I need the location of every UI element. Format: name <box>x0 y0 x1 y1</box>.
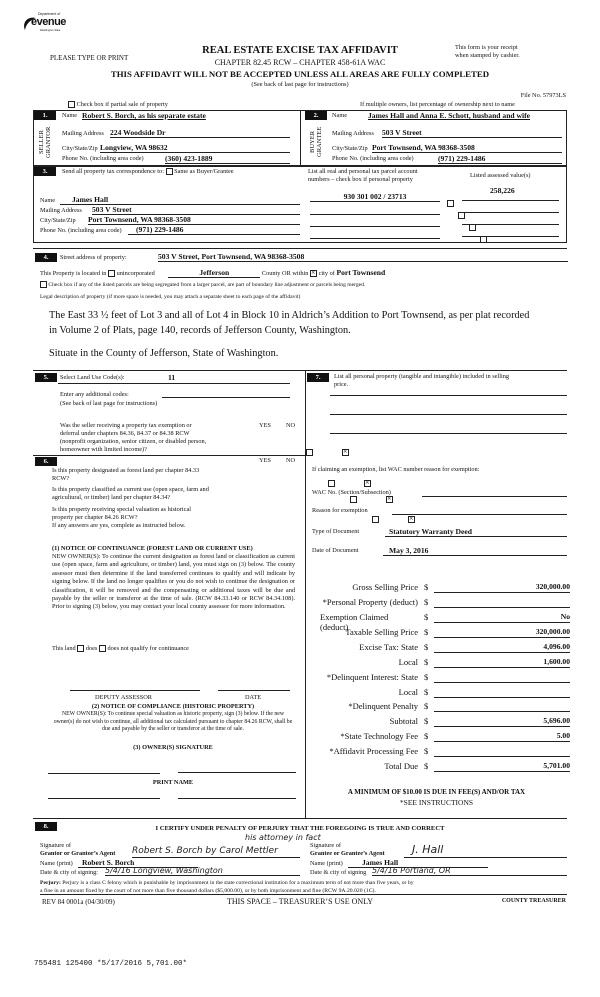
buyer-name-label: Name <box>332 112 348 119</box>
amount-label: *Affidavit Processing Fee <box>329 746 418 756</box>
exemption-question: homeowner with limited income)? <box>60 446 147 453</box>
owner-signature-line-1[interactable] <box>48 773 160 774</box>
personal-property-label: price. <box>334 381 349 388</box>
partial-sale[interactable] <box>68 101 168 108</box>
amount-label: Gross Selling Price <box>352 582 418 592</box>
does-checkbox[interactable] <box>77 645 84 652</box>
send-to: Send all property tax correspondence to: Same as Buyer/Grantee <box>62 168 234 175</box>
section-8-number: 8. <box>35 822 57 831</box>
amount-value[interactable]: 320,000.00 <box>434 582 570 593</box>
amount-label: Exemption Claimed (deduct) <box>320 612 389 632</box>
treasurer-space-label: THIS SPACE – TREASURER’S USE ONLY <box>226 897 374 906</box>
assessed-line-4[interactable] <box>462 232 559 237</box>
amount-value[interactable]: 1,600.00 <box>434 657 570 668</box>
location-line: This Property is located in unincorporated Jefferson County OR within × city of Port Townsend <box>40 268 385 278</box>
buyer-mail[interactable]: 503 V Street <box>382 128 562 138</box>
divider <box>33 370 567 371</box>
does-not-checkbox[interactable] <box>99 645 106 652</box>
assessed-line-3[interactable] <box>462 220 559 225</box>
amount-value[interactable]: No <box>434 612 570 623</box>
current-use-no-checkbox[interactable] <box>386 496 393 503</box>
perjury-line-2: a fine in an amount fixed by the court of not more than five thousand dollars ($5,000.00), or by both imprisonment and fine (RCW 9A.20.020 (1C). <box>40 888 567 895</box>
historic-question: Is this property receiving special valuation as historical <box>52 506 192 513</box>
owner-signature-label: (3) OWNER(S) SIGNATURE <box>133 744 213 751</box>
receipt-note-1: This form is your receipt <box>455 44 518 51</box>
buyer-city[interactable]: Port Townsend, WA 98368-3508 <box>372 143 562 153</box>
forest-question: Is this property designated as forest land per chapter 84.33 <box>52 467 200 474</box>
personal-property-label: List all personal property (tangible and intangible) included in selling <box>334 373 510 380</box>
street-label: Street address of property: <box>60 254 127 261</box>
forest-no-checkbox[interactable] <box>364 480 371 487</box>
attorney-in-fact-note: his attorney in fact <box>245 833 321 842</box>
assessed-header: Listed assessed value(s) <box>470 172 531 179</box>
minimum-due-note: A MINIMUM OF $10.00 IS DUE IN FEE(S) AND/OR TAX <box>347 788 526 796</box>
assessed-value[interactable]: 258,226 <box>490 186 515 195</box>
certify-statement: I CERTIFY UNDER PENALTY OF PERJURY THAT THE FOREGOING IS TRUE AND CORRECT <box>155 825 445 832</box>
logo-name: evenue <box>31 16 66 28</box>
amount-label: Local <box>398 687 418 697</box>
amount-row <box>320 597 570 611</box>
amount-row <box>320 672 570 686</box>
date-line[interactable] <box>218 690 290 691</box>
divider <box>305 370 306 818</box>
amount-row <box>320 642 570 656</box>
seller-mail[interactable]: 224 Woodside Dr <box>110 128 290 138</box>
dollar-sign: $ <box>424 627 429 637</box>
additional-codes-input[interactable] <box>162 390 290 398</box>
amount-value[interactable] <box>434 597 570 608</box>
exemption-question: (nonprofit organization, senior citizen, or disabled person, <box>60 438 207 445</box>
reason-input[interactable] <box>392 507 567 515</box>
wac-input[interactable] <box>422 489 567 497</box>
divider <box>33 455 305 456</box>
file-no: File No. 57973LS <box>520 92 566 99</box>
dollar-sign: $ <box>424 672 429 682</box>
amount-value[interactable]: 5,696.00 <box>434 716 570 727</box>
divider <box>33 248 567 249</box>
amount-value[interactable] <box>434 701 570 712</box>
form-title: REAL ESTATE EXCISE TAX AFFIDAVIT <box>202 45 398 56</box>
amount-label: *Delinquent Penalty <box>348 701 418 711</box>
amount-label: *State Technology Fee <box>340 731 418 741</box>
amount-value[interactable] <box>434 687 570 698</box>
section-2-number: 2. <box>305 111 327 120</box>
receipt-stamp: 755481 125400 *5/17/2016 5,701.00* <box>34 960 188 968</box>
amount-row <box>320 701 570 715</box>
buyer-phone[interactable]: (971) 229-1486 <box>438 154 562 164</box>
form-revision: REV 84 0001a (04/30/09) <box>42 898 115 906</box>
buyer-side-label: BUYER GRANTEE <box>309 126 323 158</box>
please-type: PLEASE TYPE OR PRINT <box>50 54 129 62</box>
grantor-signature[interactable]: Robert S. Borch by Carol Mettler <box>132 846 300 858</box>
dollar-sign: $ <box>424 687 429 697</box>
situate-line: Situate in the County of Jefferson, State of Washington. <box>49 348 279 359</box>
parcel-header-1: List all real and personal tax parcel account <box>308 168 418 175</box>
no-header: NO <box>286 422 296 429</box>
historic-question: property per chapter 84.26 RCW? <box>52 514 138 521</box>
amount-value[interactable]: 4,096.00 <box>434 642 570 653</box>
claiming-exemption-label: If claiming an exemption, list WAC number reason for exemption: <box>312 466 480 473</box>
parcel-number[interactable]: 930 301 002 / 23713 <box>310 192 440 202</box>
additional-codes-note: (See back of last page for instructions) <box>60 400 158 407</box>
personal-property-line-1[interactable] <box>330 395 567 396</box>
grantor-date-city[interactable]: 5/4/16 Longview, Washington <box>105 866 300 876</box>
historic-no-checkbox[interactable] <box>408 516 415 523</box>
date-label: DATE <box>245 694 262 701</box>
print-name-line-1[interactable] <box>48 798 160 799</box>
assessed-line-1[interactable] <box>462 196 559 201</box>
section-5-number: 5. <box>35 373 57 382</box>
amount-value[interactable]: 320,000.00 <box>434 627 570 638</box>
amount-row <box>320 746 570 760</box>
multiple-owners-note: If multiple owners, list percentage of ownership next to name <box>360 101 515 108</box>
legal-description-line-1: The East 33 ½ feet of Lot 3 and all of Lot 4 in Block 10 in Aldrich’s Addition to Port Townsend, as per plat recorded <box>49 310 530 321</box>
grantee-date-label: Date & city of signing <box>310 869 367 876</box>
dollar-sign: $ <box>424 701 429 711</box>
seller-name-label: Name <box>62 112 78 119</box>
amount-row <box>320 657 570 671</box>
section-4-number: 4. <box>35 253 57 262</box>
seller-mail-label: Mailing Address <box>62 130 104 137</box>
personal-property-line-3[interactable] <box>330 433 567 434</box>
exemption-yes-checkbox[interactable] <box>306 449 313 456</box>
grantee-date-city[interactable]: 5/4/16 Portland, OR <box>372 866 567 876</box>
amount-row <box>320 761 570 775</box>
dollar-sign: $ <box>424 716 429 726</box>
property-street[interactable]: 503 V Street, Port Townsend, WA 98368-3508 <box>158 252 568 262</box>
buyer-mail-label: Mailing Address <box>332 130 374 137</box>
tax-phone[interactable]: (971) 229-1486 <box>128 225 300 235</box>
deputy-signature-line[interactable] <box>70 690 200 691</box>
amount-row <box>320 687 570 701</box>
notice-compliance-body: NEW OWNER(S): To continue special valuation as historic property, sign (3) below. If the new owner(s) do not wish to continue, all additional tax calculated pursuant to chapter 84.26 RCW, shall be due and payable by the seller or transferor at the time of sale. <box>53 711 293 733</box>
qualify-line: This land does does not qualify for continuance <box>52 645 189 652</box>
grantee-signature[interactable]: J. Hall <box>404 843 567 858</box>
parcel-line-2[interactable] <box>310 206 440 215</box>
property-county[interactable]: Jefferson <box>168 268 260 278</box>
doc-type[interactable]: Statutory Warranty Deed <box>385 527 567 537</box>
perjury-line-1: Perjury: Perjury is a class C felony which is punishable by imprisonment in the state correctional institution for a maximum term of not more than five years, or by <box>40 880 414 886</box>
dollar-sign: $ <box>424 597 429 607</box>
partial-sale-label: Check box if partial sale of property <box>76 101 168 108</box>
partial-sale-checkbox[interactable] <box>68 101 75 108</box>
seller-name[interactable]: Robert S. Borch, as his separate estate <box>82 111 206 120</box>
see-back: (See back of last page for instructions) <box>251 81 349 88</box>
unincorporated-checkbox[interactable] <box>108 270 115 277</box>
grantee-name-label: Name (print) <box>310 860 343 867</box>
notice-continuance-body: NEW OWNER(S): To continue the current designation as forest land or classification as current use (open space, farm and agriculture, or timber) land, you must sign on (3) below. The county assessor must then determine if the land transferred continues to qualify and will indicate by signing below. If the land no longer qualifies or you do not wish to continue the designation or classification, it will be removed and the compensating or additional taxes will be due and payable by the seller or transferor at the time of sale. (RCW 84.33.140 or RCW 84.34.108). Prior to signing (3) below, you may contact your local county assessor for more information. <box>52 553 295 611</box>
buyer-name[interactable]: James Hall and Anna E. Schott, husband and wife <box>368 111 531 120</box>
tax-name-label: Name <box>40 197 56 204</box>
parcel-header-2: numbers – check box if personal property <box>308 176 413 183</box>
legal-description-label: Legal description of property (if more space is needed, you may attach a separate sheet to each page of the affidavit) <box>40 294 301 300</box>
divider <box>300 110 301 166</box>
grantor-signature-label: Grantor or Grantor’s Agent <box>40 850 116 857</box>
tax-mail[interactable]: 503 V Street <box>92 205 300 215</box>
within-city-checkbox[interactable] <box>310 270 317 277</box>
seller-city[interactable]: Longview, WA 98632 <box>100 143 290 153</box>
logo-state: Washington State <box>40 29 61 32</box>
personal-property-checkbox-1[interactable] <box>447 200 454 207</box>
doc-type-label: Type of Document <box>312 528 360 535</box>
amount-value[interactable] <box>434 746 570 757</box>
seller-phone-label: Phone No. (including area code) <box>62 155 144 162</box>
dollar-sign: $ <box>424 612 429 622</box>
logo-dept: Department of <box>38 12 61 16</box>
current-use-question: Is this property classified as current use (open space, farm and <box>52 486 209 493</box>
notice-continuance-title: (1) NOTICE OF CONTINUANCE (FOREST LAND OR CURRENT USE) <box>52 545 253 552</box>
buyer-phone-label: Phone No. (including area code) <box>332 155 414 162</box>
historic-yes-checkbox[interactable] <box>372 516 379 523</box>
personal-property-line-2[interactable] <box>330 414 567 415</box>
parcel-line-4[interactable] <box>310 230 440 239</box>
amount-value[interactable]: 5.00 <box>434 731 570 742</box>
current-use-question: agricultural, or timber) land per chapter 84.34? <box>52 494 171 501</box>
tax-mail-label: Mailing Address <box>40 207 82 214</box>
receipt-note-2: when stamped by cashier. <box>455 52 520 59</box>
land-use-line <box>58 383 290 384</box>
section-6-number: 6. <box>35 457 57 466</box>
amount-label: Subtotal <box>389 716 418 726</box>
amount-label: Excise Tax: State <box>359 642 418 652</box>
amount-label: *Personal Property (deduct) <box>322 597 418 607</box>
forest-yes-checkbox[interactable] <box>328 480 335 487</box>
amount-row <box>320 716 570 730</box>
dollar-sign: $ <box>424 731 429 741</box>
amount-label: Local <box>398 657 418 667</box>
deputy-assessor-label: DEPUTY ASSESSOR <box>95 694 152 701</box>
grantee-name[interactable]: James Hall <box>348 858 488 868</box>
grantor-name[interactable]: Robert S. Borch <box>78 858 198 868</box>
parcel-line-3[interactable] <box>310 218 440 227</box>
see-instructions: *SEE INSTRUCTIONS <box>399 798 474 807</box>
land-use-code[interactable]: 11 <box>168 373 176 382</box>
county-treasurer-label: COUNTY TREASURER <box>501 898 566 904</box>
if-yes-note: If any answers are yes, complete as instructed below. <box>52 522 186 529</box>
reason-label: Reason for exemption <box>312 507 368 514</box>
form-warning: THIS AFFIDAVIT WILL NOT BE ACCEPTED UNLESS ALL AREAS ARE FULLY COMPLETED <box>110 69 490 79</box>
print-name-line-2[interactable] <box>178 798 296 799</box>
grantor-name-label: Name (print) <box>40 860 73 867</box>
section-1-number: 1. <box>34 111 56 120</box>
wac-label: WAC No. (Section/Subsection) <box>312 489 391 496</box>
grantee-signature-label: Signature of <box>310 842 341 849</box>
tax-phone-label: Phone No. (including area code) <box>40 227 122 234</box>
yes-header: YES <box>259 457 271 464</box>
amount-value[interactable]: 5,701.00 <box>434 761 570 772</box>
no-header: NO <box>286 457 296 464</box>
dollar-sign: $ <box>424 761 429 771</box>
grantor-date-label: Date & city of signing: <box>40 869 99 876</box>
amount-row <box>320 582 570 596</box>
property-city[interactable]: Port Townsend <box>336 268 386 277</box>
dollar-sign: $ <box>424 746 429 756</box>
exemption-no-checkbox[interactable] <box>342 449 349 456</box>
seller-phone[interactable]: (360) 423-1889 <box>165 154 290 164</box>
exemption-question: Was the seller receiving a property tax exemption or <box>60 422 192 429</box>
additional-codes-label: Enter any additional codes: <box>60 391 129 398</box>
section-7-number: 7. <box>307 373 329 382</box>
amount-row <box>320 731 570 745</box>
notice-compliance-title: (2) NOTICE OF COMPLIANCE (HISTORIC PROPERTY) <box>91 703 255 710</box>
legal-description-line-2: in Volume 2 of Plats, page 140, records of Jefferson County, Washington. <box>49 325 351 336</box>
doc-date[interactable]: May 3, 2016 <box>383 546 567 556</box>
doc-date-label: Date of Document <box>312 547 359 554</box>
dor-logo <box>22 12 72 38</box>
yes-header: YES <box>259 422 271 429</box>
tax-city[interactable]: Port Townsend, WA 98368-3508 <box>88 215 300 225</box>
amount-label: *Delinquent Interest: State <box>326 672 418 682</box>
segregated-checkbox[interactable] <box>40 281 47 288</box>
section-3-number: 3. <box>34 167 56 176</box>
exemption-question: deferral under chapters 84.36, 84.37 or 84.38 RCW <box>60 430 190 437</box>
amount-label: Taxable Selling Price <box>345 627 418 637</box>
form-chapter: CHAPTER 82.45 RCW – CHAPTER 458-61A WAC <box>214 58 386 67</box>
assessed-line-2[interactable] <box>462 208 559 213</box>
amount-label: Total Due <box>384 761 418 771</box>
amount-row <box>320 627 570 641</box>
seller-city-label: City/State/Zip <box>62 145 98 152</box>
tax-name[interactable]: James Hall <box>60 195 300 205</box>
segregated: Check box if any of the listed parcels are being segregated from a larger parcel, are part of boundary line adjustment or parcels being merged. <box>40 281 365 288</box>
owner-signature-line-2[interactable] <box>178 772 296 773</box>
same-as-buyer-checkbox[interactable] <box>166 168 173 175</box>
current-use-yes-checkbox[interactable] <box>350 496 357 503</box>
tax-city-label: City/State/Zip <box>40 217 76 224</box>
land-use-label: Select Land Use Code(s): <box>60 374 125 381</box>
amount-value[interactable] <box>434 672 570 683</box>
dollar-sign: $ <box>424 582 429 592</box>
divider <box>33 818 567 819</box>
buyer-city-label: City/State/Zip <box>332 145 368 152</box>
dollar-sign: $ <box>424 642 429 652</box>
grantee-signature-label: Grantee or Grantee’s Agent <box>310 850 385 857</box>
grantor-signature-label: Signature of <box>40 842 71 849</box>
forest-question: RCW? <box>52 475 70 482</box>
seller-side-label: SELLER GRANTOR <box>38 126 52 158</box>
dollar-sign: $ <box>424 657 429 667</box>
print-name-label: PRINT NAME <box>152 779 194 786</box>
